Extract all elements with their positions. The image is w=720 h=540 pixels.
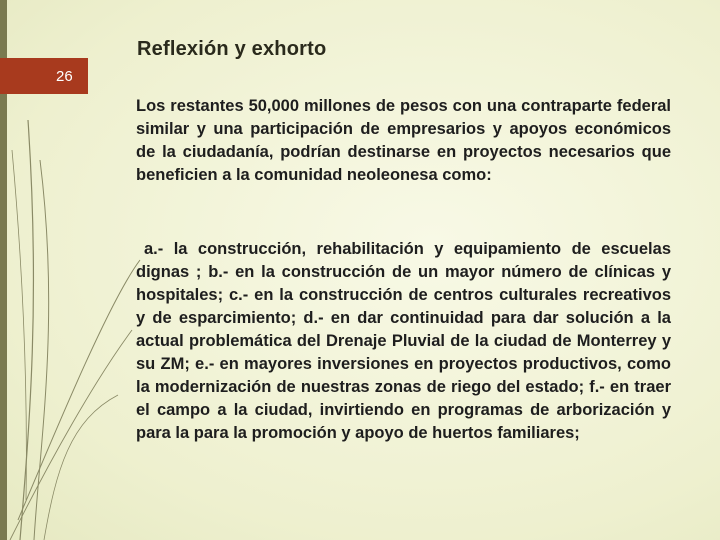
slide-number: 26 [56,67,73,85]
slide-title: Reflexión y exhorto [137,38,327,60]
slide-number-badge [0,58,88,94]
paragraph-intro: Los restantes 50,000 millones de pesos con una contraparte federal similar y una participación de empresarios y apoyos económicos de la ciudadanía, podrían destinarse en proyectos necesarios que beneficien a la comunidad neoleonesa como: [136,97,671,184]
paragraph-list: a.- la construcción, rehabilitación y equipamiento de escuelas dignas ; b.- en la construcción de un mayor número de clínicas y hospitales; c.- en la construcción de centros culturales recreativos y de esparcimiento; d.- en dar continuidad para dar solución a la actual problemática del Drenaje Pluvial de la ciudad de Monterrey y su ZM; e.- en mayores inversiones en proyectos productivos, como la modernización de nuestras zonas de riego del estado; f.- en traer el campo a la ciudad, invirtiendo en programas de arborización y para la para la promoción y apoyo de huertos familiares; [136,240,671,442]
